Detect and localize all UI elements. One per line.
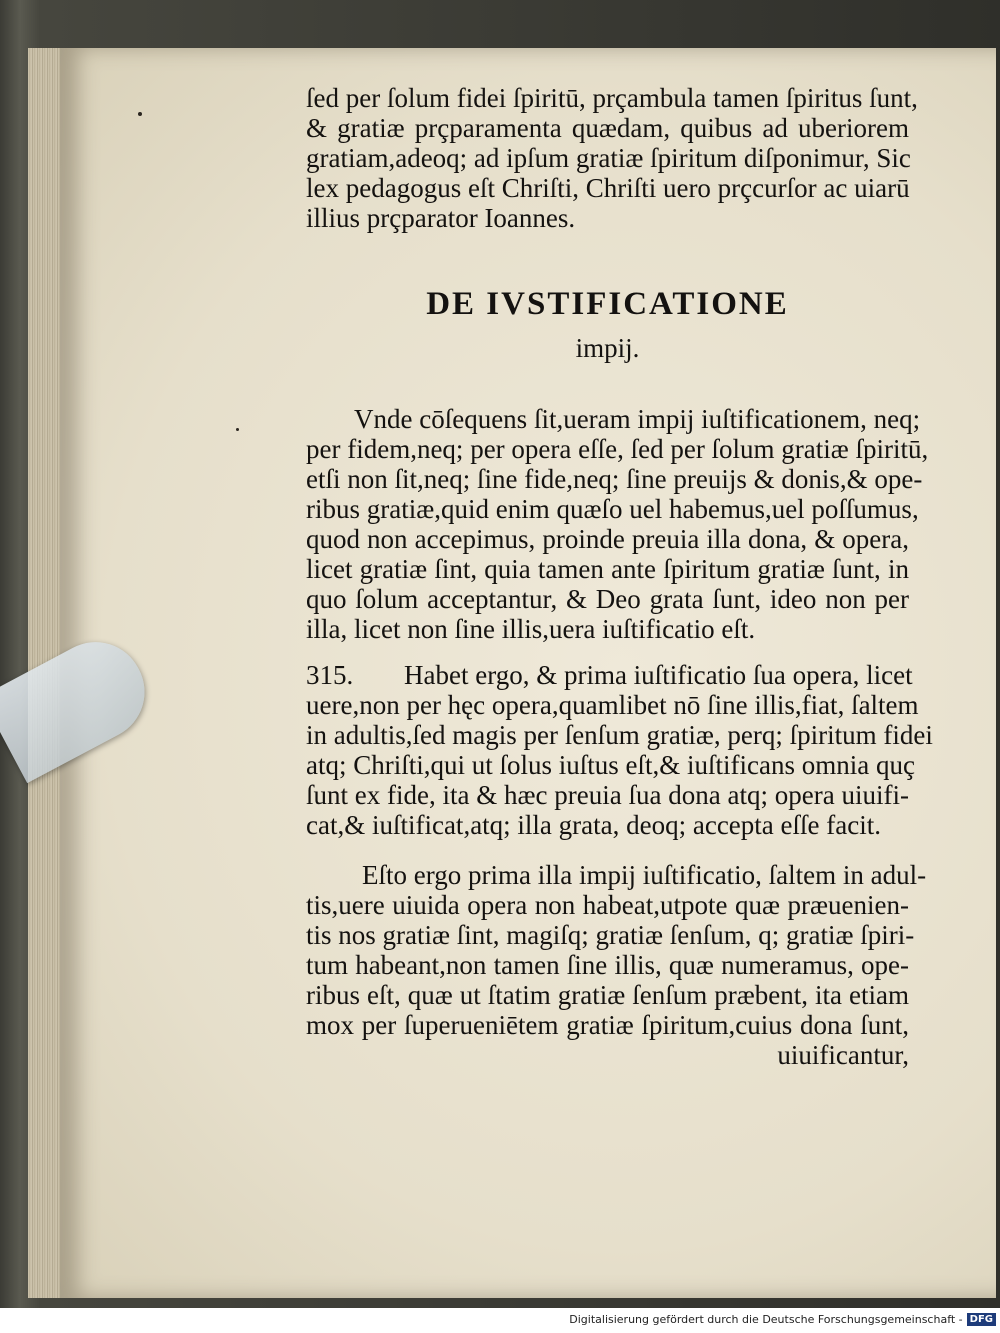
text-line: tis,uere uiuida opera non habeat,utpote quæ præuenien- xyxy=(306,890,909,920)
footer-credit xyxy=(569,1313,996,1326)
paragraph-1 xyxy=(306,404,929,644)
ink-spot xyxy=(236,428,239,431)
text-line: quod non accepimus, proinde preuia illa dona, & opera, xyxy=(306,524,909,554)
text-line: Eſto ergo prima illa impij iuſtificatio, ſaltem in adul- xyxy=(362,860,927,890)
text-line: cat,& iuſtificat,atq; illa grata, deoq; accepta eſſe facit. xyxy=(306,810,881,840)
text-line: etſi non ſit,neq; ſine fide,neq; ſine preuijs & donis,& ope- xyxy=(306,464,923,494)
text-line: ribus gratiæ,quid enim quæſo uel habemus,uel poſſumus, xyxy=(306,494,919,524)
text-line: tum habeant,non tamen ſine illis, quæ numeramus, ope- xyxy=(306,950,909,980)
text-line: ſunt ex fide, ita & hæc preuia ſua dona atq; opera uiuifi- xyxy=(306,780,909,810)
text-line: illa, licet non ſine illis,uera iuſtificatio eſt. xyxy=(306,614,756,644)
text-line: Habet ergo, & prima iuſtificatio ſua opera, licet xyxy=(404,660,913,690)
text-line: Vnde cōſequens ſit,ueram impij iuſtificationem, neq; xyxy=(354,404,921,434)
dfg-logo: DFG xyxy=(967,1313,996,1326)
paragraph-2 xyxy=(306,660,933,840)
text-line: tis nos gratiæ ſint, magiſq; gratiæ ſenſum, q; gratiæ ſpiri- xyxy=(306,920,915,950)
text-line: in adultis,ſed magis per ſenſum gratiæ, perq; ſpiritum fidei xyxy=(306,720,933,750)
footer-text: Digitalisierung gefördert durch die Deutsche Forschungsgemeinschaft - xyxy=(569,1313,963,1326)
text-line: & gratiæ prçparamenta quædam, quibus ad uberiorem xyxy=(306,113,909,143)
margin-number: 315. xyxy=(306,660,354,690)
text-line: licet gratiæ ſint, quia tamen ante ſpiritum gratiæ ſunt, in xyxy=(306,554,909,584)
text-line: ribus eſt, quæ ut ſtatim gratiæ ſenſum præbent, ita etiam xyxy=(306,980,909,1010)
text-line: mox per ſuperueniētem gratiæ ſpiritum,cuius dona ſunt, xyxy=(306,1010,909,1040)
text-line: per fidem,neq; per opera eſſe, ſed per ſolum gratiæ ſpiritū, xyxy=(306,434,929,464)
paragraph-top xyxy=(306,83,918,233)
text-line: uere,non per hęc opera,quamlibet nō ſine illis,fiat, ſaltem xyxy=(306,690,919,720)
paragraph-3 xyxy=(306,860,927,1070)
text-line: quo ſolum acceptantur, & Deo grata ſunt, ideo non per xyxy=(306,584,909,614)
text-line: atq; Chriſti,qui ut ſolus iuſtus eſt,& iuſtificans omnia quç xyxy=(306,750,915,780)
text-line: illius prçparator Ioannes. xyxy=(306,203,576,233)
text-line: lex pedagogus eſt Chriſti, Chriſti uero prçcurſor ac uiarū xyxy=(306,173,910,203)
ink-spot xyxy=(138,112,142,116)
catchword: uiuificantur, xyxy=(777,1040,909,1070)
section-heading: DE IVSTIFICATIONE xyxy=(426,286,789,322)
section-subheading: impij. xyxy=(575,333,640,363)
text-line: ſed per ſolum fidei ſpiritū, prçambula tamen ſpiritus ſunt, xyxy=(306,83,918,113)
text-line: gratiam,adeoq; ad ipſum gratiæ ſpiritum diſponimur, Sic xyxy=(306,143,911,173)
